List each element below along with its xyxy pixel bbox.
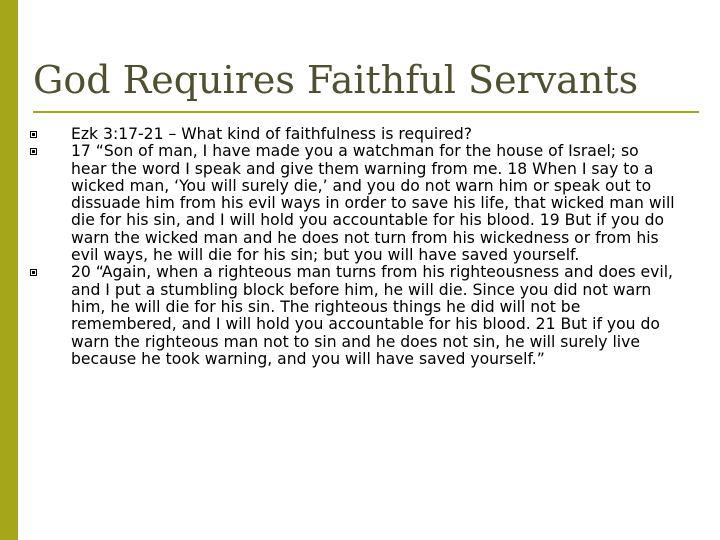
title-underline-rule (33, 111, 699, 113)
left-accent-bar (0, 0, 18, 540)
bullet-text: Ezk 3:17-21 – What kind of faithfulness is required? (71, 125, 473, 143)
square-bullet-icon (30, 148, 37, 155)
slide-title: God Requires Faithful Servants (33, 58, 639, 102)
bullet-item-verses-20-21 (56, 264, 676, 368)
bullet-text: 20 “Again, when a righteous man turns from his righteousness and does evil, and I put a stumbling block before him, he will die. Since you did not warn him, he will die for his sin. The righteous things he did will not be remembered, and I will hold you accountable for his blood. 21 But if you do warn the righteous man not to sin and he does not sin, he will surely live because he took warning, and you will have saved yourself.” (71, 263, 673, 368)
bullet-item-verses-17-19 (56, 143, 676, 264)
bullet-text: 17 “Son of man, I have made you a watchman for the house of Israel; so hear the word I speak and give them warning from me. 18 When I say to a wicked man, ‘You will surely die,’ and you do not warn him or speak out to dissuade him from his evil ways in order to save his life, that wicked man will die for his sin, and I will hold you accountable for his blood. 19 But if you do warn the wicked man and he does not turn from his wickedness or from his evil ways, he will die for his sin; but you will have saved yourself. (71, 142, 675, 265)
square-bullet-icon (30, 131, 37, 138)
bullet-item-scripture-reference (56, 126, 676, 143)
bullet-list (56, 126, 676, 368)
square-bullet-icon (30, 269, 37, 276)
